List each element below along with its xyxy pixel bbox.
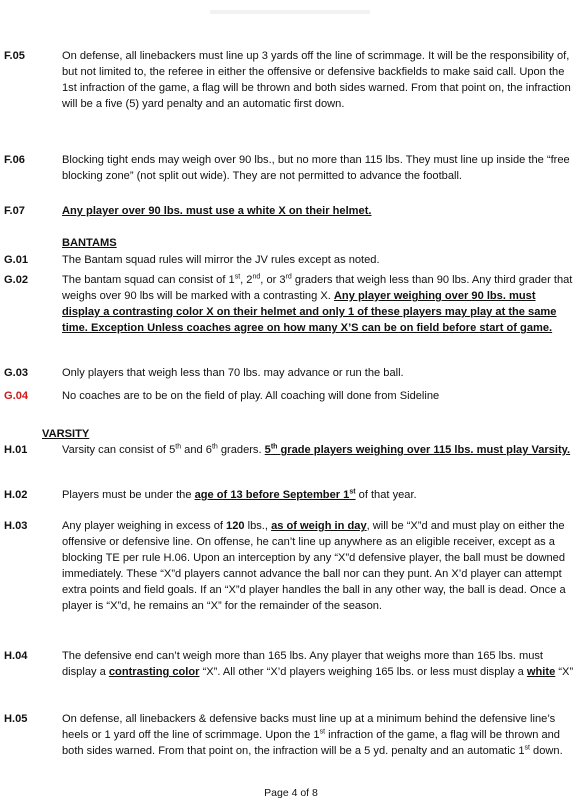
rule-text: The Bantam squad rules will mirror the JV rules except as noted.	[62, 254, 380, 266]
rule-text: On defense, all linebackers & defensive backs must line up at a minimum behind the defensive line’s heels or 1 yard off the line of scrimmage. Upon the 1st infraction of the game, a flag will be thrown and both sides warned. From that point on, the infraction will be a 5 yd. penalty and an automatic 1st down.	[62, 713, 563, 757]
rule-h03	[4, 518, 576, 614]
rule-emphasis: 120	[226, 520, 245, 532]
rule-text: The defensive end can’t weigh more than 165 lbs. Any player that weighs more than 165 lbs. must display a contrasting color “X”. All other “X’d players weighing 165 lbs. or less must display a white “X”	[62, 650, 574, 678]
rule-emphasis: Any player weighing over 90 lbs. must display a contrasting color X on their helmet and only 1 of these players may play at the same time. Exception Unless coaches agree on how many X’S can be on field before start of game.	[62, 290, 557, 334]
rule-text: Any player over 90 lbs. must use a white X on their helmet.	[62, 205, 372, 217]
rule-text: Players must be under the age of 13 before September 1st of that year.	[62, 488, 417, 501]
rule-code: H.05	[4, 713, 28, 725]
rule-f05	[4, 48, 576, 112]
page-number: Page 4 of 8	[264, 787, 318, 799]
rule-g03	[4, 365, 576, 381]
rule-code: H.01	[4, 444, 28, 456]
rule-g02	[4, 272, 576, 336]
rule-h01	[4, 442, 576, 458]
rule-code: G.02	[4, 274, 29, 286]
rule-h02	[4, 487, 576, 503]
rule-text: Blocking tight ends may weigh over 90 lbs., but no more than 115 lbs. They must line up inside the “free blocking zone” (not split out wide). They are not permitted to advance the football.	[62, 154, 570, 182]
rule-text: Any player weighing in excess of 120 lbs., as of weigh in day, will be “X”d and must play on either the offensive or defensive line. On offense, he can’t line up anywhere as an eligible receiver, except as a blocking TE per rule H.06. Upon an interception by any “X”d defensive player, the ball must be downed immediately. These “X”d players cannot advance the ball nor can they punt. An X’d player can attempt extra points and field goals. If an “X”d player handles the ball in any other way, the ball is dead. Once a player is “X”d, he remains an “X” for the remainder of the season.	[62, 520, 566, 612]
rule-code: H.03	[4, 520, 28, 532]
rule-emphasis: white	[526, 666, 556, 678]
rule-text: On defense, all linebackers must line up 3 yards off the line of scrimmage. It will be the responsibility of, but not limited to, the referee in either the offensive or defensive backfields to make said call. Upon the 1st infraction of the game, a flag will be thrown and both sides warned. From that point on, the infraction will be a five (5) yard penalty and an automatic first down.	[62, 50, 571, 110]
rule-h05	[4, 711, 576, 759]
rule-emphasis: 5th grade players weighing over 115 lbs. must play Varsity.	[264, 443, 571, 456]
rule-emphasis: contrasting color	[108, 666, 200, 678]
rule-g01	[4, 252, 576, 268]
rule-code: H.04	[4, 650, 28, 662]
rule-text: No coaches are to be on the field of play. All coaching will done from Sideline	[62, 390, 440, 402]
rule-emphasis: as of weigh in day	[271, 520, 367, 532]
rule-code: F.06	[4, 154, 25, 166]
rule-emphasis: age of 13 before September 1st	[194, 488, 356, 501]
rule-h04	[4, 648, 576, 680]
header-line	[210, 10, 370, 14]
rule-code: G.04	[4, 390, 29, 402]
section-heading-bantams: BANTAMS	[62, 237, 117, 249]
rule-f07	[4, 203, 576, 219]
rule-code: F.07	[4, 205, 25, 217]
rule-text: Only players that weigh less than 70 lbs. may advance or run the ball.	[62, 367, 404, 379]
rule-code: F.05	[4, 50, 25, 62]
section-heading-varsity: VARSITY	[42, 428, 90, 440]
rule-text: The bantam squad can consist of 1st, 2nd, or 3rd graders that weigh less than 90 lbs. Any third grader that weighs over 90 lbs will be marked with a contrasting X. Any player weighing over 90 lbs. must display a contrasting color X on their helmet and only 1 of these players may play at the same time. Exception Unless coaches agree on how many X’S can be on field before start of game.	[62, 273, 573, 334]
rule-code: G.01	[4, 254, 29, 266]
rule-code: H.02	[4, 489, 28, 501]
rule-g04	[4, 388, 576, 404]
rule-text: Varsity can consist of 5th and 6th graders. 5th grade players weighing over 115 lbs. must play Varsity.	[62, 443, 571, 456]
rule-f06	[4, 152, 576, 184]
rule-code: G.03	[4, 367, 29, 379]
